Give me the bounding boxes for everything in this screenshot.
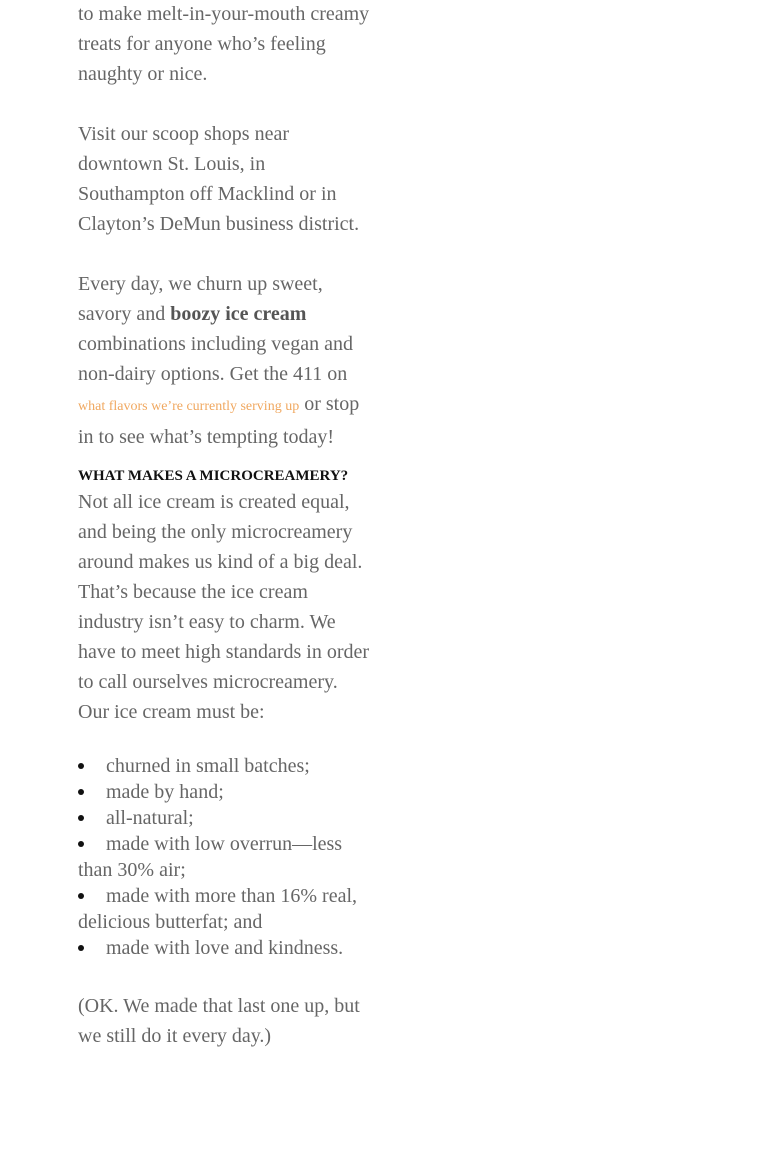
list-item-text: made by hand;	[106, 781, 224, 803]
bullet-icon	[78, 893, 84, 899]
list-item	[78, 805, 370, 831]
article-content	[78, 0, 370, 1051]
bullet-icon	[78, 789, 84, 795]
list-item-text: made with more than 16% real, delicious butterfat; and	[78, 885, 358, 933]
current-flavors-link[interactable]: what flavors we’re currently serving up	[78, 399, 300, 414]
everyday-text-start: Every day, we churn up sweet, savory and	[78, 273, 323, 325]
visit-paragraph: Visit our scoop shops near downtown St. Louis, in Southampton off Macklind or in Clayton’s DeMun business district.	[78, 123, 360, 235]
closing-paragraph: (OK. We made that last one up, but we still do it every day.)	[78, 995, 360, 1047]
everyday-text-middle: combinations including vegan and non-dairy options. Get the 411 on	[78, 333, 353, 385]
microcreamery-paragraph: Not all ice cream is created equal, and being the only microcreamery around makes us kind of a big deal. That’s because the ice cream industry isn’t easy to charm. We have to meet high standards in order to call ourselves microcreamery. Our ice cream must be:	[78, 491, 370, 723]
list-item	[78, 935, 370, 961]
bullet-icon	[78, 763, 84, 769]
boozy-ice-cream-text: boozy ice cream	[170, 303, 307, 325]
list-item-text: churned in small batches;	[106, 755, 310, 777]
qualities-list	[78, 753, 370, 961]
list-item	[78, 753, 370, 779]
list-item-text: made with love and kindness.	[106, 937, 344, 959]
list-item-text: made with low overrun—less than 30% air;	[78, 833, 343, 881]
bullet-icon	[78, 815, 84, 821]
list-item	[78, 779, 370, 805]
list-item-text: all-natural;	[106, 807, 194, 829]
list-item	[78, 831, 370, 883]
intro-paragraph: to make melt-in-your-mouth creamy treats for anyone who’s feeling naughty or nice.	[78, 3, 370, 85]
microcreamery-heading: WHAT MAKES A MICROCREAMERY?	[78, 468, 349, 484]
bullet-icon	[78, 945, 84, 951]
bullet-icon	[78, 841, 84, 847]
everyday-paragraph	[78, 269, 370, 452]
list-item	[78, 883, 370, 935]
everyday-text-end: or stop in to see what’s tempting today!	[78, 393, 360, 448]
